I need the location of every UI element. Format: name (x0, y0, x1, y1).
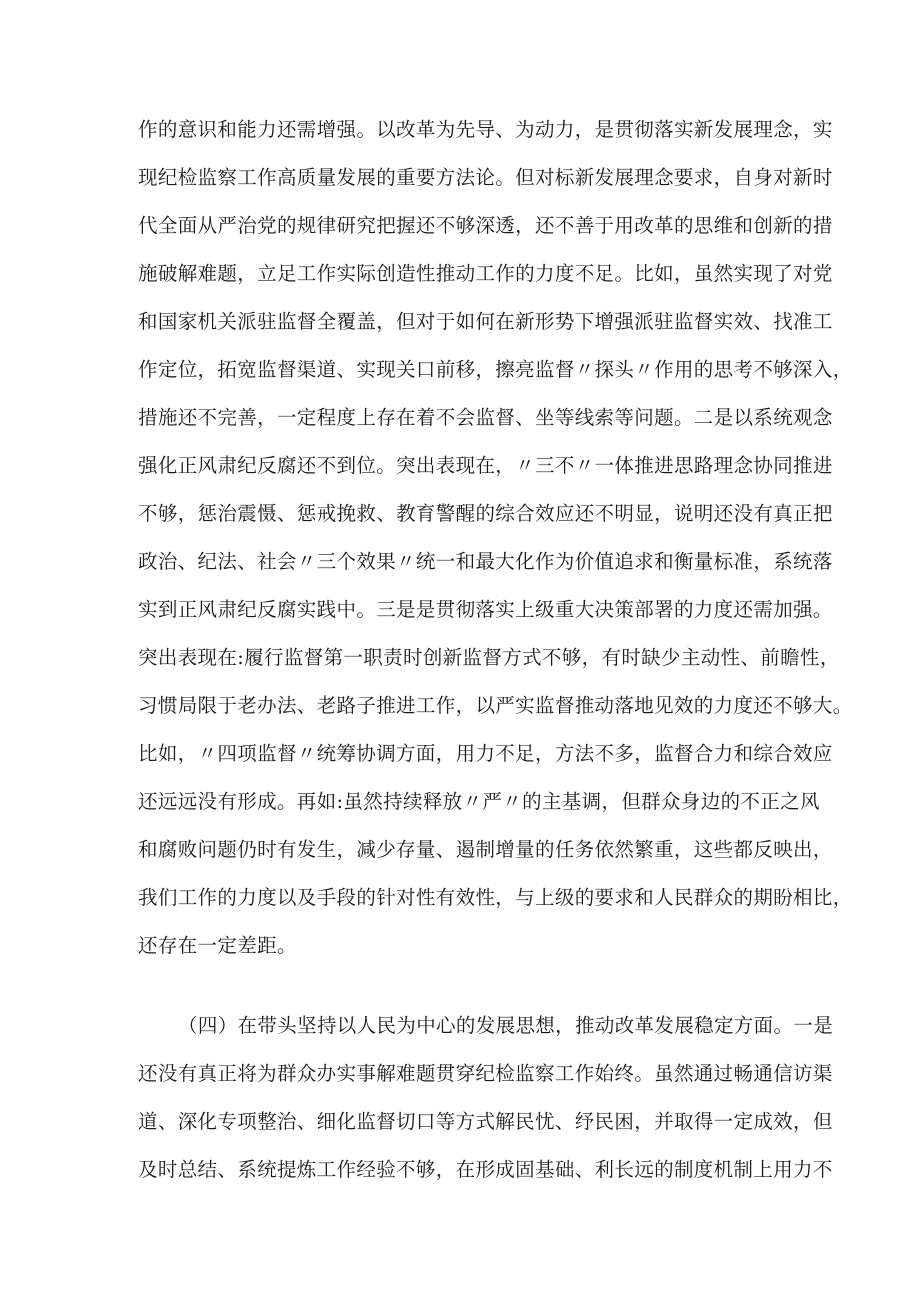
text-line: 施破解难题，立足工作实际创造性推动工作的力度不足。比如，虽然实现了对党 (138, 262, 833, 285)
text-line: 突出表现在:履行监督第一职责时创新监督方式不够，有时缺少主动性、前瞻性， (138, 646, 840, 669)
text-line: 代全面从严治党的规律研究把握还不够深透，还不善于用改革的思维和创新的措 (138, 214, 833, 237)
text-line: 现纪检监察工作高质量发展的重要方法论。但对标新发展理念要求，自身对新时 (138, 166, 833, 189)
text-line: 政治、纪法、社会〃三个效果〃统一和最大化作为价值追求和衡量标准，系统落 (138, 550, 833, 573)
text-line: 作定位，拓宽监督渠道、实现关口前移，擦亮监督〃探头〃作用的思考不够深入， (138, 358, 853, 381)
text-line: 和国家机关派驻监督全覆盖，但对于如何在新形势下增强派驻监督实效、找准工 (138, 310, 833, 333)
text-line: 还远远没有形成。再如:虽然持续释放〃严〃的主基调，但群众身边的不正之风 (138, 790, 820, 813)
text-line: 措施还不完善，一定程度上存在着不会监督、坐等线索等问题。二是以系统观念 (138, 406, 833, 429)
text-line: 和腐败问题仍时有发生，减少存量、遏制增量的任务依然繁重，这些都反映出， (138, 838, 833, 861)
text-line: 我们工作的力度以及手段的针对性有效性，与上级的要求和人民群众的期盼相比， (138, 886, 853, 909)
text-line: 强化正风肃纪反腐还不到位。突出表现在，〃三不〃一体推进思路理念协同推进 (138, 454, 833, 477)
text-line: 及时总结、系统提炼工作经验不够，在形成固基础、利长远的制度机制上用力不 (138, 1158, 833, 1181)
text-line: 还存在一定差距。 (138, 934, 297, 957)
text-line: 作的意识和能力还需增强。以改革为先导、为动力，是贯彻落实新发展理念，实 (138, 118, 833, 141)
text-line: 习惯局限于老办法、老路子推进工作，以严实监督推动落地见效的力度还不够大。 (138, 694, 853, 717)
text-line: 不够，惩治震慑、惩戒挽救、教育警醒的综合效应还不明显，说明还没有真正把 (138, 502, 833, 525)
text-line-indented: （四）在带头坚持以人民为中心的发展思想，推动改革发展稳定方面。一是 (178, 1014, 834, 1037)
text-line: 比如，〃四项监督〃统筹协调方面，用力不足，方法不多，监督合力和综合效应 (138, 742, 833, 765)
text-line: 实到正风肃纪反腐实践中。三是是贯彻落实上级重大决策部署的力度还需加强。 (138, 598, 833, 621)
text-line: 还没有真正将为群众办实事解难题贯穿纪检监察工作始终。虽然通过畅通信访渠 (138, 1062, 833, 1085)
text-line: 道、深化专项整治、细化监督切口等方式解民忧、纾民困，并取得一定成效，但 (138, 1110, 833, 1133)
